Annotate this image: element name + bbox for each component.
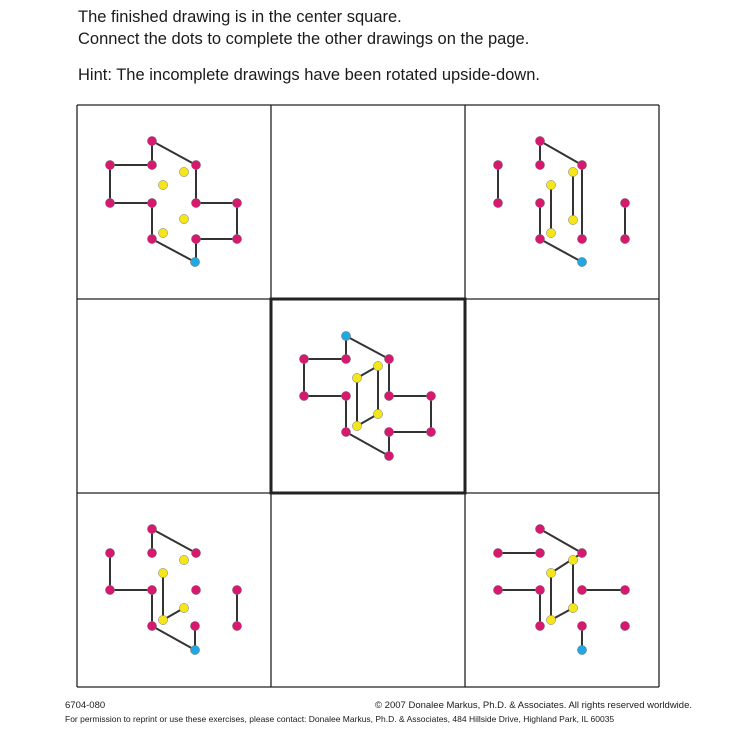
cell-bottom-right-magenta-dot bbox=[535, 621, 544, 630]
cell-bottom-right-magenta-dot bbox=[535, 585, 544, 594]
cell-center-segment bbox=[346, 336, 389, 359]
cell-bottom-left-magenta-dot bbox=[147, 548, 156, 557]
cell-top-left-blue-dot bbox=[190, 257, 199, 266]
footer-copyright: © 2007 Donalee Markus, Ph.D. & Associates. All rights reserved worldwide. bbox=[375, 700, 692, 711]
cell-bottom-right-magenta-dot bbox=[577, 585, 586, 594]
cell-bottom-left-segment bbox=[152, 626, 195, 650]
cell-bottom-left-magenta-dot bbox=[105, 548, 114, 557]
cell-top-left-magenta-dot bbox=[147, 136, 156, 145]
cell-bottom-left-magenta-dot bbox=[232, 585, 241, 594]
cell-top-left-magenta-dot bbox=[147, 160, 156, 169]
cell-center-magenta-dot bbox=[426, 391, 435, 400]
cell-bottom-right-magenta-dot bbox=[577, 621, 586, 630]
cell-top-right-magenta-dot bbox=[535, 136, 544, 145]
cell-top-left-magenta-dot bbox=[191, 198, 200, 207]
cell-bottom-right-yellow-dot bbox=[568, 555, 577, 564]
cell-bottom-right-magenta-dot bbox=[535, 548, 544, 557]
cell-top-left-yellow-dot bbox=[179, 214, 188, 223]
cell-center-segment bbox=[346, 432, 389, 456]
cell-top-left-magenta-dot bbox=[191, 234, 200, 243]
cell-center-magenta-dot bbox=[341, 427, 350, 436]
footer-permission: For permission to reprint or use these exercises, please contact: Donalee Markus, Ph.D. & Associates, 484 Hillside Drive, Highland Park, IL 60035 bbox=[65, 714, 615, 724]
footer-code: 6704-080 bbox=[65, 700, 106, 711]
cell-bottom-left-yellow-dot bbox=[158, 615, 167, 624]
cell-bottom-right-yellow-dot bbox=[568, 603, 577, 612]
cell-bottom-right-magenta-dot bbox=[620, 585, 629, 594]
cell-top-right-segment bbox=[540, 239, 582, 262]
cell-top-right-segment bbox=[540, 141, 582, 165]
cell-center-magenta-dot bbox=[341, 391, 350, 400]
cell-top-right-magenta-dot bbox=[620, 198, 629, 207]
cell-center-yellow-dot bbox=[373, 361, 382, 370]
cell-center-yellow-dot bbox=[373, 409, 382, 418]
cell-bottom-left-magenta-dot bbox=[147, 524, 156, 533]
cell-center-magenta-dot bbox=[426, 427, 435, 436]
cell-top-right-yellow-dot bbox=[568, 215, 577, 224]
cell-bottom-left-magenta-dot bbox=[147, 585, 156, 594]
cell-center-magenta-dot bbox=[384, 451, 393, 460]
cell-top-right-magenta-dot bbox=[535, 234, 544, 243]
cell-bottom-left-yellow-dot bbox=[158, 568, 167, 577]
cell-top-right-magenta-dot bbox=[577, 160, 586, 169]
cell-bottom-right-magenta-dot bbox=[535, 524, 544, 533]
cell-top-right-magenta-dot bbox=[493, 160, 502, 169]
cell-top-left-magenta-dot bbox=[147, 234, 156, 243]
cell-top-right-magenta-dot bbox=[620, 234, 629, 243]
cell-center-magenta-dot bbox=[384, 391, 393, 400]
cell-center-magenta-dot bbox=[384, 427, 393, 436]
cell-top-right-magenta-dot bbox=[493, 198, 502, 207]
cell-bottom-right-magenta-dot bbox=[493, 548, 502, 557]
instruction-hint: Hint: The incomplete drawings have been rotated upside-down. bbox=[78, 66, 540, 84]
cell-bottom-right-blue-dot bbox=[577, 645, 586, 654]
cell-center-yellow-dot bbox=[352, 373, 361, 382]
cell-top-right-magenta-dot bbox=[535, 160, 544, 169]
cell-center-magenta-dot bbox=[299, 354, 308, 363]
cell-bottom-left-magenta-dot bbox=[191, 585, 200, 594]
cell-center-yellow-dot bbox=[352, 421, 361, 430]
cell-bottom-left-magenta-dot bbox=[191, 548, 200, 557]
cell-top-left-magenta-dot bbox=[105, 198, 114, 207]
cell-bottom-right-segment bbox=[551, 553, 582, 573]
cell-top-right-yellow-dot bbox=[546, 228, 555, 237]
cell-bottom-left-yellow-dot bbox=[179, 603, 188, 612]
cell-top-right-blue-dot bbox=[577, 257, 586, 266]
cell-bottom-left-magenta-dot bbox=[190, 621, 199, 630]
cell-top-left-magenta-dot bbox=[105, 160, 114, 169]
cell-bottom-left-magenta-dot bbox=[105, 585, 114, 594]
cell-bottom-right-segment bbox=[540, 529, 582, 553]
cell-top-left-segment bbox=[152, 239, 195, 262]
cell-center-magenta-dot bbox=[299, 391, 308, 400]
cell-top-left-yellow-dot bbox=[179, 167, 188, 176]
cell-top-right-magenta-dot bbox=[535, 198, 544, 207]
cell-top-right-yellow-dot bbox=[546, 180, 555, 189]
cell-bottom-left-yellow-dot bbox=[179, 555, 188, 564]
cell-top-left-yellow-dot bbox=[158, 180, 167, 189]
cell-center-magenta-dot bbox=[384, 354, 393, 363]
cell-top-right-yellow-dot bbox=[568, 167, 577, 176]
cell-bottom-right-yellow-dot bbox=[546, 615, 555, 624]
cell-bottom-right-magenta-dot bbox=[493, 585, 502, 594]
cell-bottom-right-magenta-dot bbox=[577, 548, 586, 557]
cell-top-left-yellow-dot bbox=[158, 228, 167, 237]
cell-top-left-magenta-dot bbox=[147, 198, 156, 207]
cell-bottom-left-magenta-dot bbox=[147, 621, 156, 630]
cell-top-left-magenta-dot bbox=[232, 234, 241, 243]
cell-center-blue-dot bbox=[341, 331, 350, 340]
cell-bottom-left-magenta-dot bbox=[232, 621, 241, 630]
cell-top-left-magenta-dot bbox=[232, 198, 241, 207]
instruction-line-2: Connect the dots to complete the other drawings on the page. bbox=[78, 30, 530, 48]
cell-bottom-left-blue-dot bbox=[190, 645, 199, 654]
cell-top-left-segment bbox=[152, 141, 196, 165]
cell-top-left-magenta-dot bbox=[191, 160, 200, 169]
cell-bottom-right-yellow-dot bbox=[546, 568, 555, 577]
instruction-line-1: The finished drawing is in the center square. bbox=[78, 8, 402, 26]
cell-top-right-magenta-dot bbox=[577, 234, 586, 243]
cell-bottom-right-magenta-dot bbox=[620, 621, 629, 630]
cell-center-magenta-dot bbox=[341, 354, 350, 363]
cell-bottom-left-segment bbox=[152, 529, 196, 553]
